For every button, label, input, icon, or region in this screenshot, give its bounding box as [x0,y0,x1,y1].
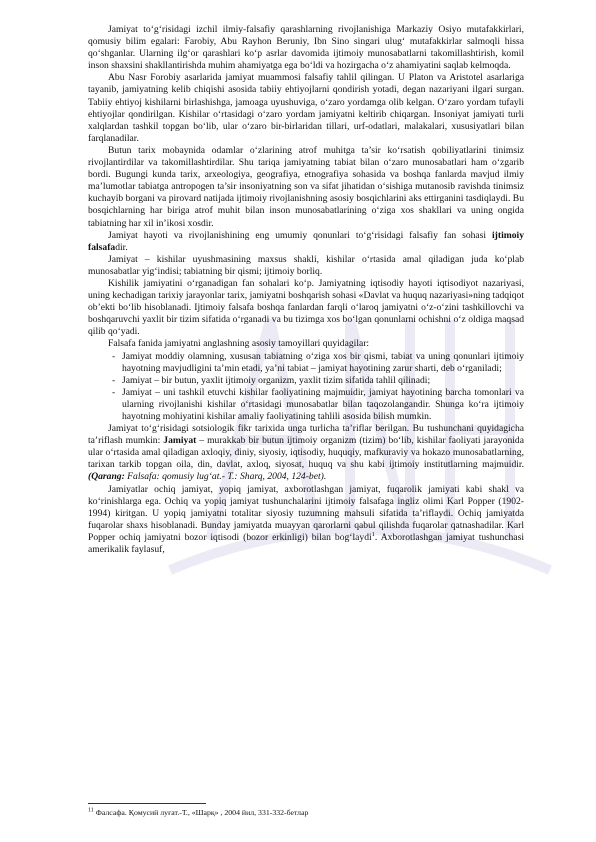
paragraph: Abu Nasr Forobiy asarlarida jamiyat muammosi falsafiy tahlil qilingan. U Platon va Aristotel asarlariga tayanib, jamiyatning kelib chiqishi asosida tabiiy ehtiyojlarni qondirish yotadi, degan nazariyani ilgari surgan. Tabiiy ehtiyoj kishilarni birlashishga, jamoaga uyushuviga, o‘zaro yordamga olib kelgan. O‘zaro yordam tufayli ehtiyojlar qondirilgan. Kishilar o‘rtasidagi o‘zaro yordam jamiyatni keltirib chiqargan. Insoniyat jamiyati turli xalqlardan tashkil topgan bo‘lib, ular o‘zaro bir-birlaridan tillari, urf-odatlari, malakalari, xususiyatlari bilan farqlanadilar. [88,72,524,144]
list-item [88,387,524,423]
paragraph [88,484,524,557]
list-item [88,351,524,375]
footnote-ref[interactable]: 1 [371,530,375,538]
footnote-number: 11 [88,807,94,814]
list-item-text: Jamiyat moddiy olamning, xususan tabiatning o‘ziga xos bir qismi, tabiat va uning qonunlari ijtimoiy hayotning mavjudligini ta’min etadi, ya’ni tabiat – jamiyat hayotining zarur sharti, deb o‘rganiladi; [122,350,524,374]
footnote-separator [88,803,206,804]
principles-list [88,351,524,424]
text-run: dir. [115,241,128,253]
paragraph: Jamiyat to‘g‘risidagi izchil ilmiy-falsafiy qarashlarning rivojlanishiga Markaziy Osiyo mutafakkirlari, qomusiy bilim egalari: Farobiy, Abu Rayhon Beruniy, Ibn Sino singari ulug‘ mutafakkirlar salmoqli hissa qo‘shganlar. Ularning ilg‘or qarashlari ko‘p asrlar davomida ijtimoiy munosabatlarni takomillashtirish, komil inson shaxsini shakllantirishda muhim ahamiyatga ega bo‘ldi va hozirgacha o‘z ahamiyatini saqlab kelmoqda. [88,24,524,72]
paragraph: Falsafa fanida jamiyatni anglashning asosiy tamoyillari quyidagilar: [108,338,370,350]
citation-bold-italic: (Qarang: [88,471,125,483]
document-body [88,24,524,556]
list-item-text: Jamiyat – uni tashkil etuvchi kishilar faoliyatining majmuidir, jamiyat hayotining barcha tomonlari va ularning rivojlanishi kishilar o‘rtasidagi munosabatlar bilan taqozolangandir. Shunga ko‘ra ijtimoiy hayotning mohiyatini kishilar amaliy faoliyatining tahlili asosida bilish mumkin. [122,386,524,422]
paragraph: Kishilik jamiyatini o‘rganadigan fan sohalari ko‘p. Jamiyatning iqtisodiy hayoti iqtisodiyot nazariyasi, uning kechadigan tarixiy jarayonlar tarix, jamiyatni boshqarish sohasi «Davlat va huquq nazariyasi»ning tadqiqot ob’ekti bo‘lib hisoblanadi. Ijtimoiy falsafa boshqa fanlardan farqli o‘laroq jamiyatni o‘z-o‘zini tashkillovchi va boshqaruvchi yaxlit bir tizim sifatida o‘rganadi va bu tizimga xos bo‘lgan qonunlarni ochishni o‘z oldiga maqsad qilib qo‘yadi. [88,277,524,338]
paragraph [88,423,524,483]
text-run: Jamiyatlar ochiq jamiyat, yopiq jamiyat, axborotlashgan jamiyat, fuqarolik jamiyati kabi shakl va ko‘rinishlarga ega. Ochiq va yopiq jamiyat tushunchalarini ijtimoiy falsafaga ingliz olimi Karl Popper (1902-1994) kiritgan. U yopiq jamiyatni totalitar siyosiy tuzumning mahsuli sifatida ta’riflaydi. Ochiq jamiyatda fuqarolar shaxs hisoblanadi. Bunday jamiyatda muayyan qarorlarni qabul qilishda fuqarolar qatnashadilar. Karl Popper ochiq jamiyatni bozor iqtisodi (bozor erkinligi) bilan bog‘laydi [88,483,524,543]
footnote [88,808,524,818]
text-run: Jamiyat hayoti va rivojlanishining eng umumiy qonunlari to‘g‘risidagi falsafiy fan sohasi [108,229,493,241]
term-bold: Jamiyat [163,435,197,447]
text-run: Jamiyat to‘g‘risidagi sotsiologik fikr tarixida unga turlicha ta’riflar berilgan. Bu tushunchani quyidagicha ta’riflash mumkin: [88,423,524,447]
paragraph: Butun tarix mobaynida odamlar o‘zlarining atrof muhitga ta’sir ko‘rsatish qobiliyatlarini tinimsiz rivojlantirdilar va takomillashtirdilar. Shu tariqa jamiyatning tabiat bilan o‘zaro munosabatlari ham o‘zgarib bordi. Bugungi kunda tarix, arxeologiya, geografiya, etnografiya sohasida va boshqa fanlarda mavjud ilmiy ma’lumotlar tabiatga antropogen ta’sir insoniyatning son va sifat jihatidan o‘sishiga mutanosib ravishda tinimsiz kuchayib borgani va pirovard natijada ijtimoiy rivojlanishning asosiy bosqichlarini aks ettirganini tasdiqlaydi. Bu bosqichlarning har biriga atrof muhit bilan inson munosabatlarining o‘ziga xos shakllari va uning ongida tabiatning har xil in’ikosi xosdir. [88,144,524,229]
paragraph [88,230,524,254]
list-item-text: Jamiyat – bir butun, yaxlit ijtimoiy organizm, yaxlit tizim sifatida tahlil qilinadi; [122,374,431,386]
dash-bullet: - [112,374,116,386]
paragraph: Jamiyat – kishilar uyushmasining maxsus shakli, kishilar o‘rtasida amal qiladigan juda ko‘plab munosabatlar yig‘indisi; tabiatning bir qismi; ijtimoiy borliq. [88,253,524,277]
dash-bullet: - [112,350,116,362]
text-run: – murakkab bir butun ijtimoiy organizm (tizim) bo‘lib, kishilar faoliyati jarayonida ular o‘rtasida amal qiladigan axloqiy, diniy, siyosiy, iqtisodiy, huquqiy, mafkuraviy va hokazo munosabatlarning, tarixan tarkib topgan oila, din, davlat, axloq, siyosat, huquq va shu kabi ijtimoiy institutlarning majmuidir. [88,435,524,471]
text-run: . Axborotlashgan jamiyat tushunchasi amerikalik faylasuf, [88,531,525,556]
footnote-text: Фалсафа. Қомусий луғат.-Т., «Шарқ» , 2004 йил, 331-332-бетлар [93,808,309,817]
dash-bullet: - [112,386,116,398]
citation-italic: Falsafa: qomusiy lug‘at.- T.: Sharq, 2004, 124-bet). [124,471,327,483]
term-bold: ijtimoiy falsafa [88,229,524,253]
list-item [88,375,524,387]
